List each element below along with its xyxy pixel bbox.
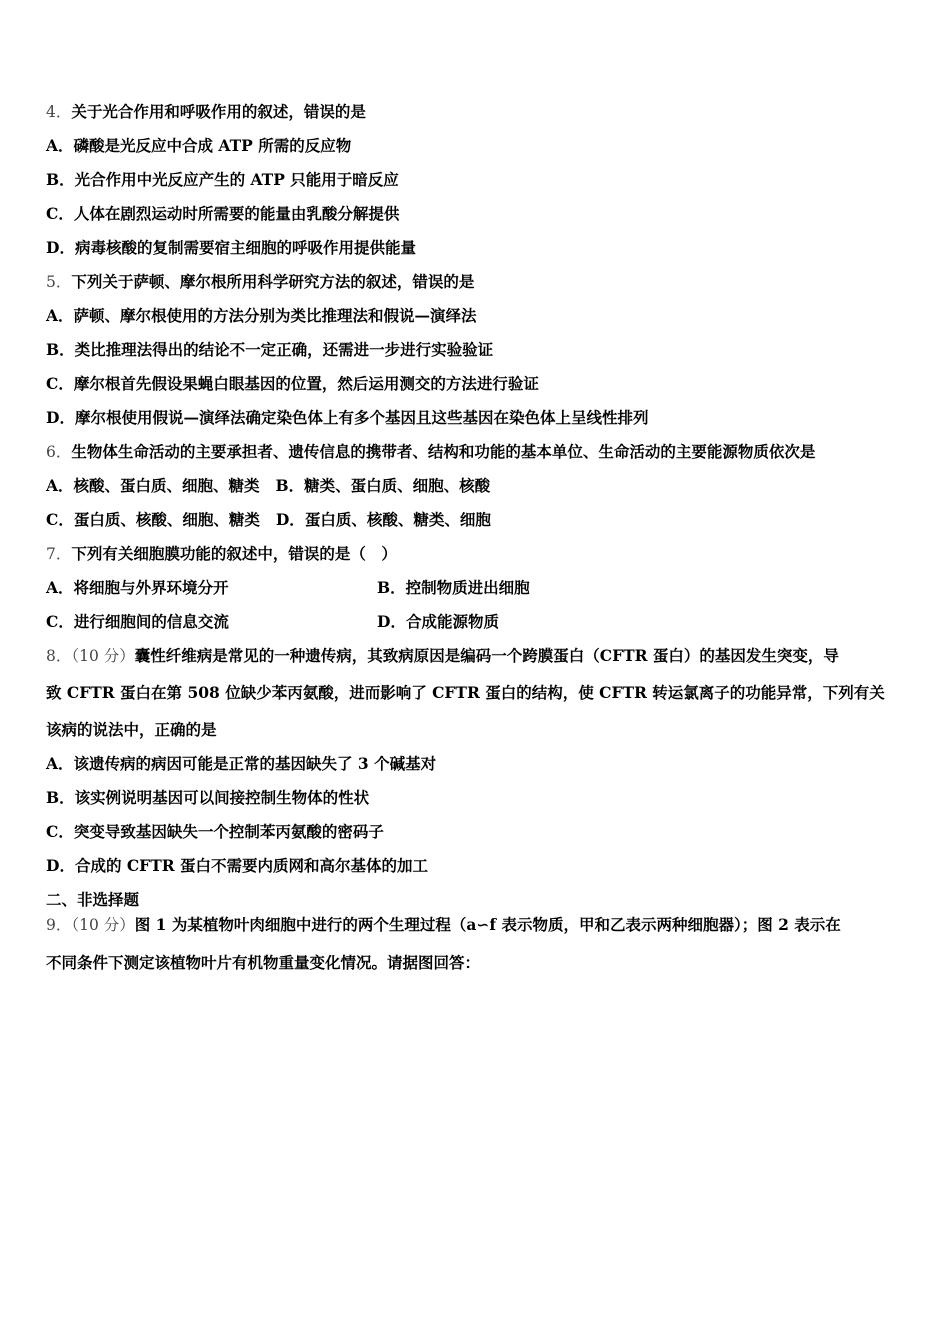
question-7-option-b: [377, 578, 530, 598]
question-7-option-c: [46, 612, 229, 632]
question-4-option-b: [46, 170, 399, 190]
option-text: 进行细胞间的信息交流: [73, 612, 229, 631]
option-text: 蛋白质、核酸、糖类、细胞: [304, 510, 491, 529]
option-letter: C．: [46, 822, 74, 841]
option-text: 合成的 CFTR 蛋白不需要内质网和高尔基体的加工: [74, 856, 429, 875]
question-number: 7．: [46, 545, 72, 563]
question-number: 4．: [46, 103, 72, 121]
question-text: 不同条件下测定该植物叶片有机物重量变化情况。请据图回答：: [46, 953, 481, 972]
section-heading: 二、非选择题: [46, 890, 140, 909]
question-7-option-a: [46, 578, 229, 598]
question-5-option-c: [46, 374, 539, 394]
question-8-option-c: [46, 822, 384, 842]
option-text: 萨顿、摩尔根使用的方法分别为类比推理法和假说—演绎法: [73, 306, 477, 325]
option-text: 该遗传病的病因可能是正常的基因缺失了 3 个碱基对: [73, 754, 437, 773]
question-text: 下列有关细胞膜功能的叙述中，错误的是（ ）: [71, 544, 397, 563]
option-text: 类比推理法得出的结论不一定正确，还需进一步进行实验验证: [74, 340, 494, 359]
question-text: 致 CFTR 蛋白在第 508 位缺少苯丙氨酸，进而影响了 CFTR 蛋白的结构，使 CFTR 转运氯离子的功能异常，下列有关: [46, 683, 885, 702]
option-text: 该实例说明基因可以间接控制生物体的性状: [74, 788, 370, 807]
option-text: 将细胞与外界环境分开: [73, 578, 229, 597]
option-letter: D．: [46, 856, 75, 875]
question-text: 生物体生命活动的主要承担者、遗传信息的携带者、结构和功能的基本单位、生命活动的主要能源物质依次是: [71, 442, 816, 461]
option-text: 病毒核酸的复制需要宿主细胞的呼吸作用提供能量: [74, 238, 416, 257]
option-letter: A．: [46, 754, 74, 773]
question-5-option-d: [46, 408, 648, 428]
option-letter: B．: [377, 578, 406, 597]
question-number: 9．: [46, 916, 72, 934]
option-letter: A．: [46, 476, 74, 495]
question-score: （10 分）: [71, 916, 135, 934]
question-8-option-a: [46, 754, 436, 774]
option-text: 光合作用中光反应产生的 ATP 只能用于暗反应: [74, 170, 399, 189]
question-5-option-b: [46, 340, 493, 360]
question-8-stem-line-1: [46, 646, 839, 666]
question-6-options-row-2: [46, 510, 491, 530]
question-7-stem: [46, 544, 397, 564]
question-4-option-c: [46, 204, 399, 224]
question-4-option-d: [46, 238, 416, 258]
option-letter: A．: [46, 136, 74, 155]
question-text: 图 1 为某植物叶肉细胞中进行的两个生理过程（a∽f 表示物质，甲和乙表示两种细胞器）；图 2 表示在: [134, 915, 841, 934]
option-text: 糖类、蛋白质、细胞、核酸: [304, 476, 491, 495]
option-letter: D．: [46, 238, 75, 257]
option-letter: B．: [46, 340, 75, 359]
question-9-stem-line-1: [46, 915, 841, 935]
question-4-option-a: [46, 136, 351, 156]
option-letter: D．: [46, 408, 75, 427]
option-text: 蛋白质、核酸、细胞、糖类: [73, 510, 260, 529]
question-5-stem: [46, 272, 474, 292]
option-text: 突变导致基因缺失一个控制苯丙氨酸的密码子: [73, 822, 384, 841]
question-text: 该病的说法中，正确的是: [46, 720, 217, 739]
question-number: 8．: [46, 647, 72, 665]
question-7-option-d: [377, 612, 499, 632]
question-number: 6．: [46, 443, 72, 461]
option-letter: C．: [46, 374, 74, 393]
question-8-stem-line-2: [46, 683, 885, 703]
option-text: 摩尔根首先假设果蝇白眼基因的位置，然后运用测交的方法进行验证: [73, 374, 539, 393]
option-letter: C．: [46, 612, 74, 631]
option-letter: D．: [275, 510, 305, 529]
question-5-option-a: [46, 306, 477, 326]
question-4-stem: [46, 102, 366, 122]
option-letter: A．: [46, 578, 74, 597]
option-text: 合成能源物质: [405, 612, 499, 631]
option-letter: B．: [46, 170, 75, 189]
question-9-stem-line-2: [46, 953, 480, 973]
option-text: 核酸、蛋白质、细胞、糖类: [73, 476, 260, 495]
option-text: 磷酸是光反应中合成 ATP 所需的反应物: [73, 136, 352, 155]
question-8-option-b: [46, 788, 369, 808]
question-6-options-row-1: [46, 476, 490, 496]
option-text: 控制物质进出细胞: [405, 578, 530, 597]
question-text: 囊性纤维病是常见的一种遗传病，其致病原因是编码一个跨膜蛋白（CFTR 蛋白）的基因发生突变，导: [134, 646, 839, 665]
option-letter: B．: [275, 476, 305, 495]
option-letter: C．: [46, 204, 74, 223]
question-text: 关于光合作用和呼吸作用的叙述，错误的是: [71, 102, 366, 121]
option-text: 人体在剧烈运动时所需要的能量由乳酸分解提供: [73, 204, 400, 223]
question-number: 5．: [46, 273, 72, 291]
question-8-stem-line-3: [46, 720, 217, 740]
question-8-option-d: [46, 856, 428, 876]
option-letter: D．: [377, 612, 406, 631]
question-text: 下列关于萨顿、摩尔根所用科学研究方法的叙述，错误的是: [71, 272, 475, 291]
option-text: 摩尔根使用假说—演绎法确定染色体上有多个基因且这些基因在染色体上呈线性排列: [74, 408, 649, 427]
option-letter: C．: [46, 510, 74, 529]
option-letter: B．: [46, 788, 75, 807]
question-6-stem: [46, 442, 815, 462]
option-letter: A．: [46, 306, 74, 325]
question-score: （10 分）: [71, 647, 135, 665]
